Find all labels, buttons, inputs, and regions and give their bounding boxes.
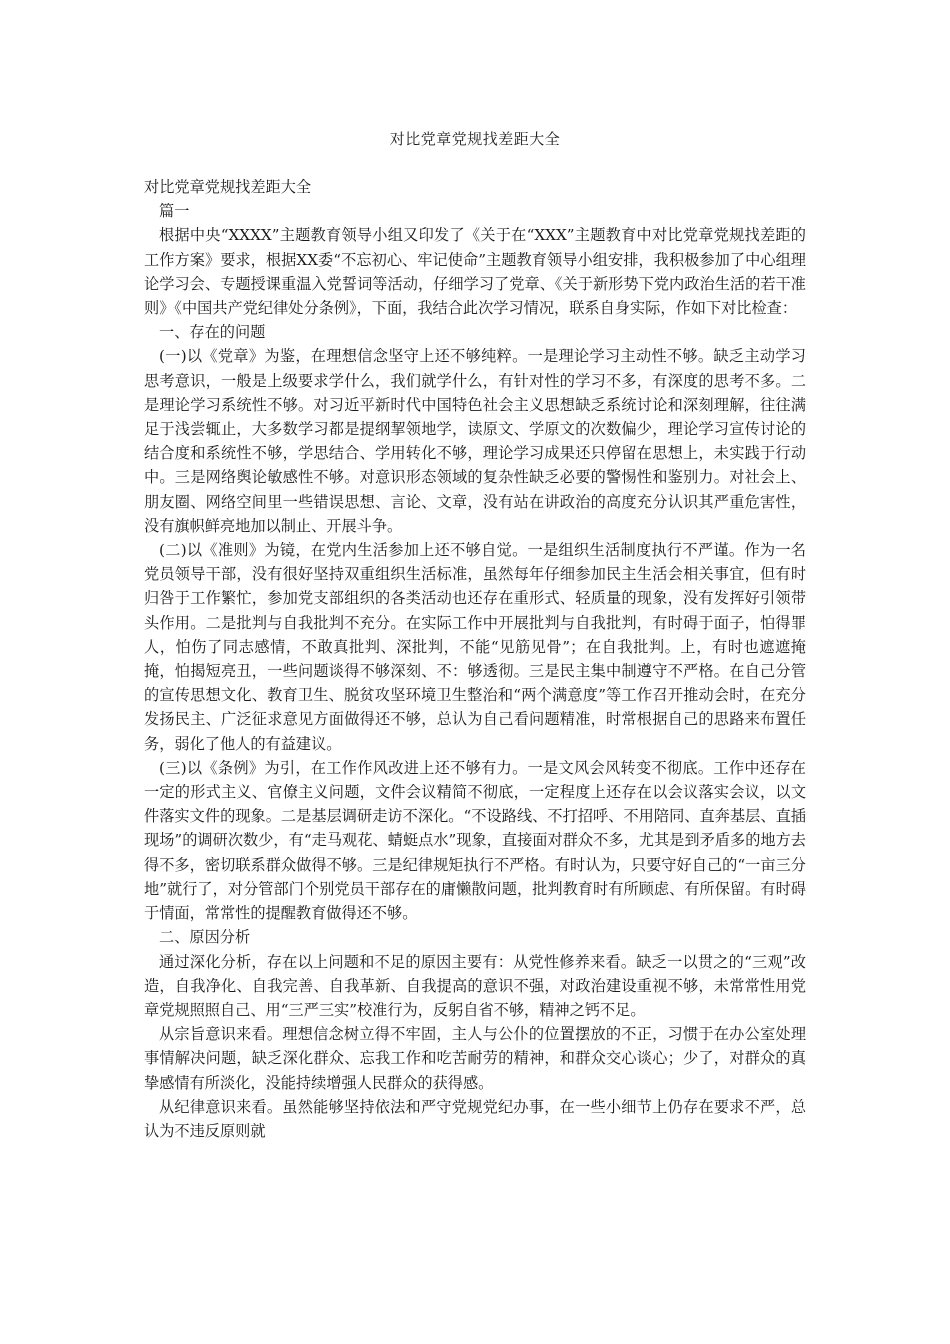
document-body bbox=[144, 175, 806, 1143]
document-subtitle: 对比党章党规找差距大全 bbox=[144, 178, 312, 196]
paragraph-problem-1: (一)以《党章》为鉴，在理想信念坚守上还不够纯粹。一是理论学习主动性不够。缺乏主动学习思考意识，一般是上级要求学什么，我们就学什么，有针对性的学习不多，有深度的思考不多。二是理论学习系统性不够。对习近平新时代中国特色社会主义思想缺乏系统讨论和深刻理解，往往满足于浅尝辄止，大多数学习都是提纲挈领地学，读原文、学原文的次数偏少，理论学习宣传讨论的结合度和系统性不够，学思结合、学用转化不够，理论学习成果还只停留在思想上，未实践于行动中。三是网络舆论敏感性不够。对意识形态领域的复杂性缺乏必要的警惕性和鉴别力。对社会上、朋友圈、网络空间里一些错误思想、言论、文章，没有站在讲政治的高度充分认识其严重危害性，没有旗帜鲜亮地加以制止、开展斗争。 bbox=[144, 347, 806, 535]
part-label: 篇一 bbox=[159, 202, 190, 221]
paragraph-cause-3: 从纪律意识来看。虽然能够坚持依法和严守党规党纪办事，在一些小细节上仍存在要求不严，总认为不违反原则就 bbox=[144, 1097, 806, 1140]
paragraph-intro: 根据中央“XXXX”主题教育领导小组又印发了《关于在“XXX”主题教育中对比党章党规找差距的工作方案》要求，根据XX委“不忘初心、牢记使命”主题教育领导小组安排，我积极参加了中心组理论学习会、专题授课重温入党誓词等活动，仔细学习了党章、《关于新形势下党内政治生活的若干准则》《中国共产党纪律处分条例》，下面，我结合此次学习情况，联系自身实际，作如下对比检查： bbox=[144, 226, 806, 318]
section-heading-problems: 一、存在的问题 bbox=[159, 323, 266, 342]
paragraph-problem-2: (二)以《准则》为镜，在党内生活参加上还不够自觉。一是组织生活制度执行不严谨。作为一名党员领导干部，没有很好坚持双重组织生活标准，虽然每年仔细参加民主生活会相关事宜，但有时归咎于工作繁忙，参加党支部组织的各类活动也还存在重形式、轻质量的现象，没有发挥好引领带头作用。二是批判与自我批判不充分。在实际工作中开展批判与自我批判，有时碍于面子，怕得罪人，怕伤了同志感情，不敢真批判、深批判，不能“见筋见骨”；在自我批判。上，有时也遮遮掩掩，怕揭短亮丑，一些问题谈得不够深刻、不：够透彻。三是民主集中制遵守不严格。在自己分管的宣传思想文化、教育卫生、脱贫攻坚环境卫生整治和“两个满意度”等工作召开推动会时，在充分发扬民主、广泛征求意见方面做得还不够，总认为自己看问题精准，时常根据自己的思路来布置任务，弱化了他人的有益建议。 bbox=[144, 541, 806, 753]
paragraph-cause-2: 从宗旨意识来看。理想信念树立得不牢固，主人与公仆的位置摆放的不正，习惯于在办公室处理事情解决问题，缺乏深化群众、忘我工作和吃苦耐劳的精神，和群众交心谈心；少了，对群众的真挚感情有所淡化，没能持续增强人民群众的获得感。 bbox=[144, 1025, 806, 1092]
paragraph-cause-1: 通过深化分析，存在以上问题和不足的原因主要有：从党性修养来看。缺乏一以贯之的“三观”改造，自我净化、自我完善、自我革新、自我提高的意识不强，对政治建设重视不够，未常常性用党章党规照照自己、用“三严三实”校准行为，反躬自省不够，精神之钙不足。 bbox=[144, 952, 806, 1019]
page-title: 对比党章党规找差距大全 bbox=[389, 130, 561, 148]
paragraph-problem-3: (三)以《条例》为引，在工作作风改进上还不够有力。一是文风会风转变不彻底。工作中还存在一定的形式主义、官僚主义问题，文件会议精简不彻底，一定程度上还存在以会议落实会议，以文件落实文件的现象。二是基层调研走访不深化。“不设路线、不打招呼、不用陪同、直奔基层、直插现场”的调研次数少，有“走马观花、蜻蜓点水”现象，直接面对群众不多，尤其是到矛盾多的地方去得不多，密切联系群众做得不够。三是纪律规矩执行不严格。有时认为，只要守好自己的“一亩三分地”就行了，对分管部门个别党员干部存在的庸懒散问题，批判教育时有所顾虑、有所保留。有时碍于情面，常常性的提醒教育做得还不够。 bbox=[144, 758, 806, 923]
section-heading-causes: 二、原因分析 bbox=[159, 928, 251, 947]
